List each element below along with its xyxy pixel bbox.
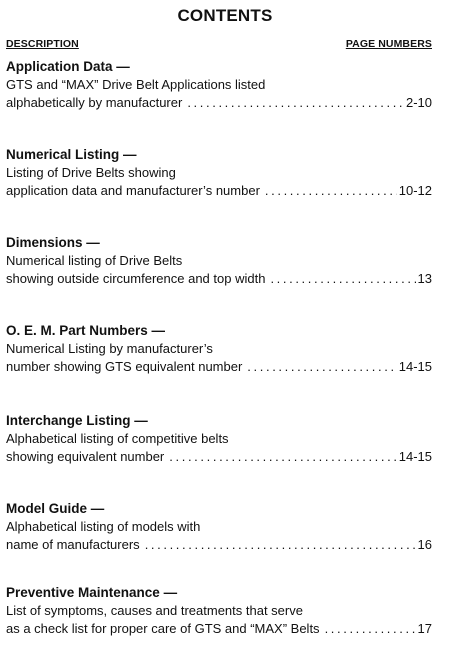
toc-entry-numerical-listing[interactable] — [6, 146, 432, 200]
entry-heading: O. E. M. Part Numbers — — [6, 323, 166, 338]
dot-leader — [145, 536, 416, 554]
entry-heading: Model Guide — — [6, 501, 105, 516]
entry-description-line: number showing GTS equivalent number — [6, 359, 243, 374]
entry-description-line: Numerical listing of Drive Belts — [6, 253, 183, 268]
entry-description-line: List of symptoms, causes and treatments that serve — [6, 603, 303, 618]
entry-description-line: Alphabetical listing of models with — [6, 519, 201, 534]
entry-description-line: Numerical Listing by manufacturer’s — [6, 341, 213, 356]
entry-heading: Numerical Listing — — [6, 147, 137, 162]
entry-leader-line — [6, 94, 432, 112]
entry-description-line: showing outside circumference and top width — [6, 271, 266, 286]
entry-page-number: 14-15 — [398, 449, 432, 464]
entry-leader-line — [6, 448, 432, 466]
dot-leader — [187, 94, 404, 112]
dot-leader — [270, 270, 415, 288]
entry-heading: Dimensions — — [6, 235, 100, 250]
entry-heading: Preventive Maintenance — — [6, 585, 178, 600]
entry-description-line: Listing of Drive Belts showing — [6, 165, 176, 180]
dot-leader — [169, 448, 396, 466]
entry-leader-line — [6, 270, 432, 288]
entry-leader-line — [6, 358, 432, 376]
toc-entry-preventive-maintenance[interactable] — [6, 584, 432, 638]
entry-description-line: name of manufacturers — [6, 537, 140, 552]
toc-entry-interchange-listing[interactable] — [6, 412, 432, 466]
entry-page-number: 10-12 — [398, 183, 432, 198]
entry-page-number: 14-15 — [398, 359, 432, 374]
entry-page-number: 2-10 — [405, 95, 432, 110]
toc-entry-oem-part-numbers[interactable] — [6, 322, 432, 376]
entry-description-line: application data and manufacturer’s number — [6, 183, 260, 198]
entry-page-number: 16 — [417, 537, 432, 552]
entry-leader-line — [6, 536, 432, 554]
dot-leader — [325, 620, 416, 638]
entry-heading: Application Data — — [6, 59, 130, 74]
entry-description-line: Alphabetical listing of competitive belts — [6, 431, 229, 446]
entry-description-line: as a check list for proper care of GTS and “MAX” Belts — [6, 621, 320, 636]
toc-entry-model-guide[interactable] — [6, 500, 432, 554]
entry-description-line: showing equivalent number — [6, 449, 165, 464]
entry-page-number: 17 — [417, 621, 432, 636]
entry-leader-line — [6, 620, 432, 638]
entry-description-line: GTS and “MAX” Drive Belt Applications listed — [6, 77, 266, 92]
description-column-header: DESCRIPTION — [6, 38, 79, 50]
entry-heading: Interchange Listing — — [6, 413, 148, 428]
toc-entry-application-data[interactable] — [6, 58, 432, 112]
entry-description-line: alphabetically by manufacturer — [6, 95, 183, 110]
toc-entry-dimensions[interactable] — [6, 234, 432, 288]
dot-leader — [265, 182, 397, 200]
entry-leader-line — [6, 182, 432, 200]
page-title: CONTENTS — [177, 6, 273, 25]
entry-page-number: 13 — [417, 271, 432, 286]
dot-leader — [247, 358, 396, 376]
page-numbers-column-header: PAGE NUMBERS — [345, 38, 432, 50]
